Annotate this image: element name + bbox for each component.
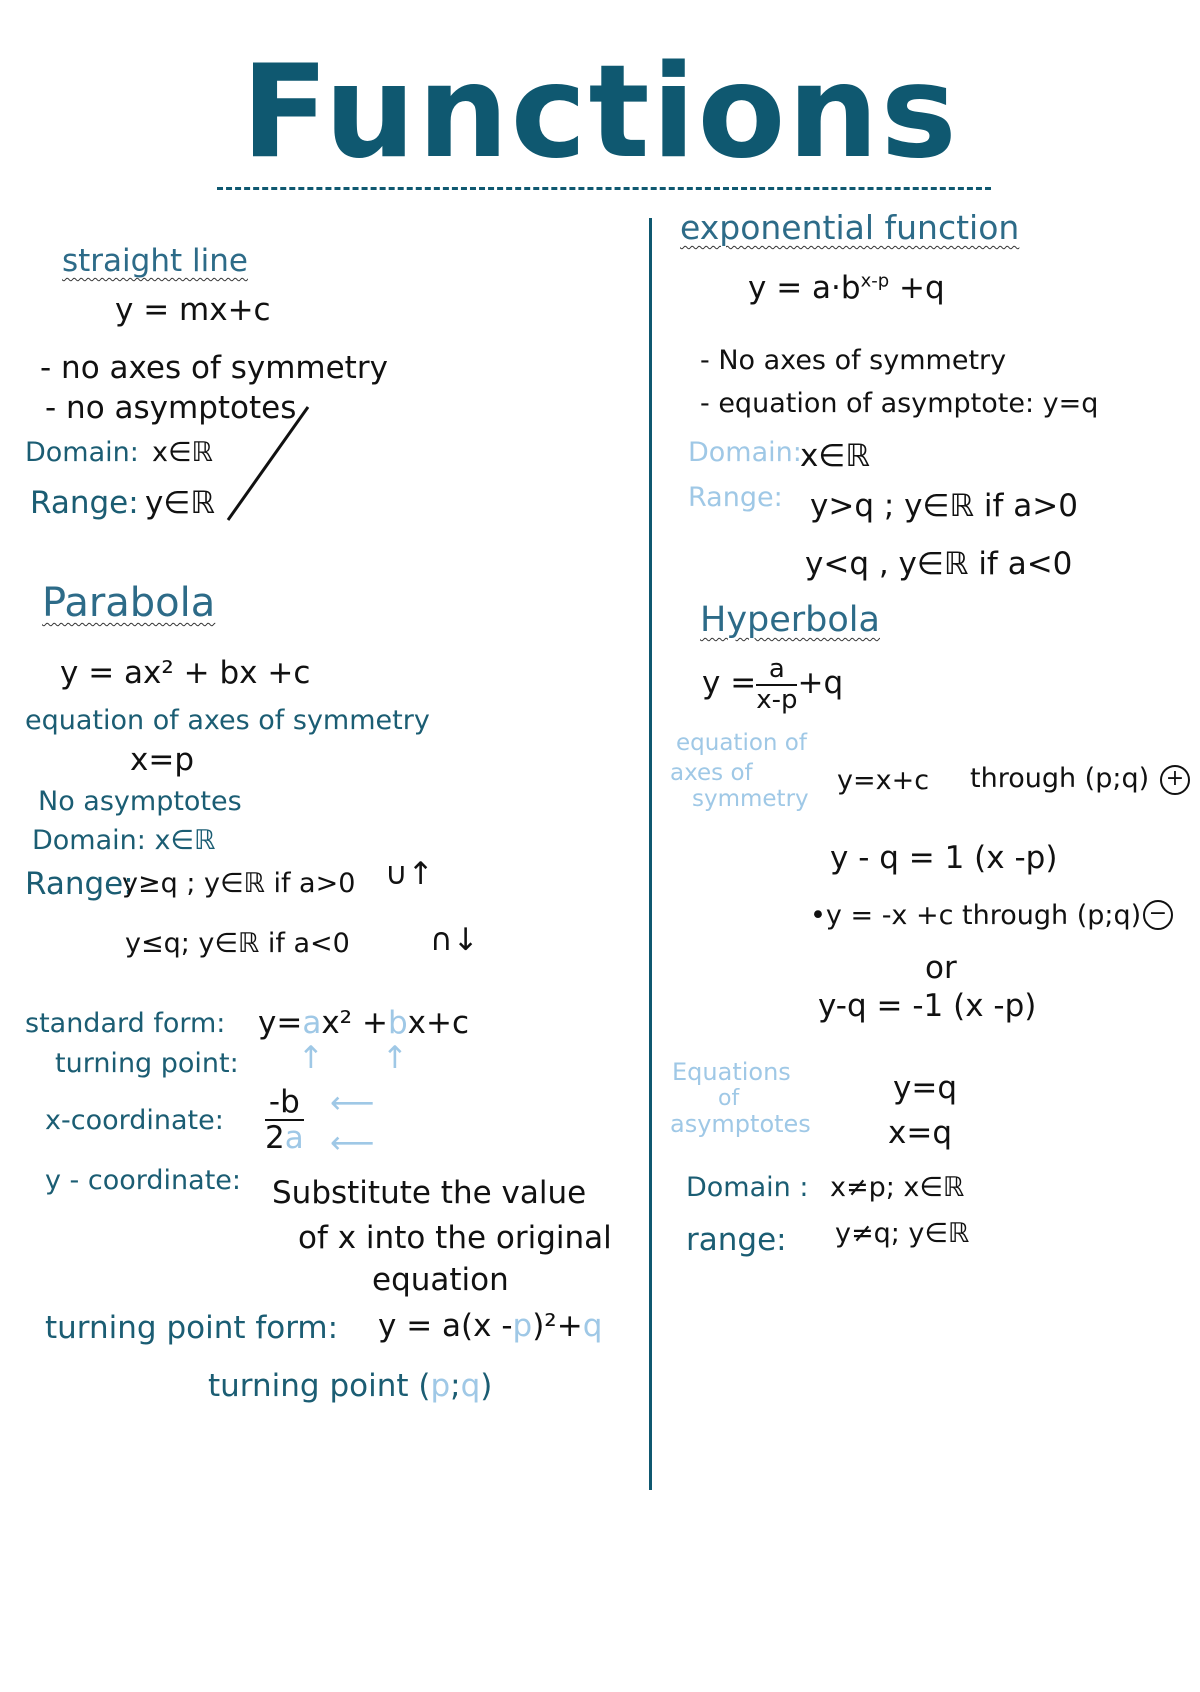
column-divider xyxy=(649,218,652,1490)
hyperbola-domain-label: Domain : xyxy=(686,1172,809,1203)
hyperbola-or: or xyxy=(925,950,957,986)
asymptotes-label-3: asymptotes xyxy=(670,1110,811,1138)
hyperbola-range-value: y≠q; y∈ℝ xyxy=(835,1218,970,1249)
asymptote-1: y=q xyxy=(893,1070,957,1106)
asymptotes-label-2: of xyxy=(718,1086,740,1111)
hyperbola-axes-1-note: through (p;q) xyxy=(970,763,1150,794)
asymptote-2: x=q xyxy=(888,1115,952,1151)
exponential-domain-value: x∈ℝ xyxy=(800,438,870,474)
left-arrow-icon: ⟵ xyxy=(330,1125,375,1161)
axes-symmetry-label-3: symmetry xyxy=(692,786,809,812)
parabola-axis-label: equation of axes of symmetry xyxy=(25,705,430,736)
standard-form-label: standard form: xyxy=(25,1008,226,1039)
straight-line-bullet-2: - no asymptotes xyxy=(45,390,297,426)
y-coordinate-label: y - coordinate: xyxy=(45,1165,241,1196)
x-coordinate-label: x-coordinate: xyxy=(45,1105,224,1136)
plus-circle-icon: + xyxy=(1160,765,1190,795)
straight-line-equation: y = mx+c xyxy=(115,292,271,328)
exponential-equation: $y = a\cdot b^{x-p} +q$ xyxy=(748,270,945,306)
turning-point-form-label: turning point form: xyxy=(45,1310,339,1346)
left-arrow-icon: ⟵ xyxy=(330,1085,375,1121)
parabola-range-2: y≤q; y∈ℝ if a<0 xyxy=(125,928,350,959)
parabola-axis-value: x=p xyxy=(130,742,194,778)
parabola-asymptotes: No asymptotes xyxy=(38,786,242,817)
asymptotes-label-1: Equations xyxy=(672,1058,791,1086)
turning-point-label: turning point: xyxy=(55,1048,239,1079)
straight-line-domain-label: Domain: xyxy=(25,437,139,468)
standard-form-equation: y=ax² +bx+c xyxy=(258,1005,469,1041)
turning-point-coordinates: turning point (p;q) xyxy=(208,1368,493,1404)
up-arrow-icon: ↑ xyxy=(298,1040,324,1076)
up-arrow-icon: ↑ xyxy=(382,1040,408,1076)
hyperbola-heading: Hyperbola xyxy=(700,600,880,640)
exponential-heading: exponential function xyxy=(680,208,1020,247)
exponential-range-label: Range: xyxy=(688,482,783,513)
turning-point-form-equation: y = a(x -p)²+q xyxy=(378,1308,603,1344)
exponential-range-2: y<q , y∈ℝ if a<0 xyxy=(805,546,1073,582)
hyperbola-domain-value: x≠p; x∈ℝ xyxy=(830,1172,965,1203)
hyperbola-axes-3: •y = -x +c through (p;q) xyxy=(810,900,1142,931)
parabola-range-1: y≥q ; y∈ℝ if a>0 xyxy=(122,868,356,899)
x-coordinate-fraction: $\frac{-b}{2a}$ xyxy=(265,1084,304,1157)
parabola-heading: Parabola xyxy=(42,580,216,626)
exponential-bullet-1: - No axes of symmetry xyxy=(700,345,1007,376)
title-divider xyxy=(217,187,991,190)
parabola-range-label: Range: xyxy=(25,866,134,902)
straight-line-domain-value: x∈ℝ xyxy=(152,437,213,468)
parabola-down-icon: ∩↓ xyxy=(430,922,479,958)
hyperbola-range-label: range: xyxy=(686,1222,787,1258)
straight-line-heading: straight line xyxy=(62,243,248,279)
y-coordinate-text-3: equation xyxy=(372,1262,509,1298)
parabola-equation: y = ax² + bx +c xyxy=(60,655,311,691)
straight-line-bullet-1: - no axes of symmetry xyxy=(40,350,388,386)
hyperbola-axes-4: y-q = -1 (x -p) xyxy=(818,988,1037,1024)
straight-line-range-value: y∈ℝ xyxy=(145,485,215,521)
hyperbola-equation: y = $\frac{a}{x-p}$ +q xyxy=(702,654,844,715)
hyperbola-axes-1: y=x+c xyxy=(837,765,930,796)
parabola-domain: Domain: x∈ℝ xyxy=(32,825,216,856)
exponential-domain-label: Domain: xyxy=(688,437,802,468)
axes-symmetry-label-1: equation of xyxy=(676,730,807,756)
straight-line-sketch xyxy=(220,405,310,525)
straight-line-range-label: Range: xyxy=(30,485,139,521)
exponential-bullet-2: - equation of asymptote: y=q xyxy=(700,388,1099,419)
y-coordinate-text-2: of x into the original xyxy=(298,1220,612,1256)
axes-symmetry-label-2: axes of xyxy=(670,760,753,786)
exponential-range-1: y>q ; y∈ℝ if a>0 xyxy=(810,488,1078,524)
minus-circle-icon: − xyxy=(1143,900,1173,930)
hyperbola-axes-2: y - q = 1 (x -p) xyxy=(830,840,1058,876)
y-coordinate-text-1: Substitute the value xyxy=(272,1175,587,1211)
parabola-up-icon: ∪↑ xyxy=(385,856,434,892)
page-title: Functions xyxy=(241,38,959,187)
